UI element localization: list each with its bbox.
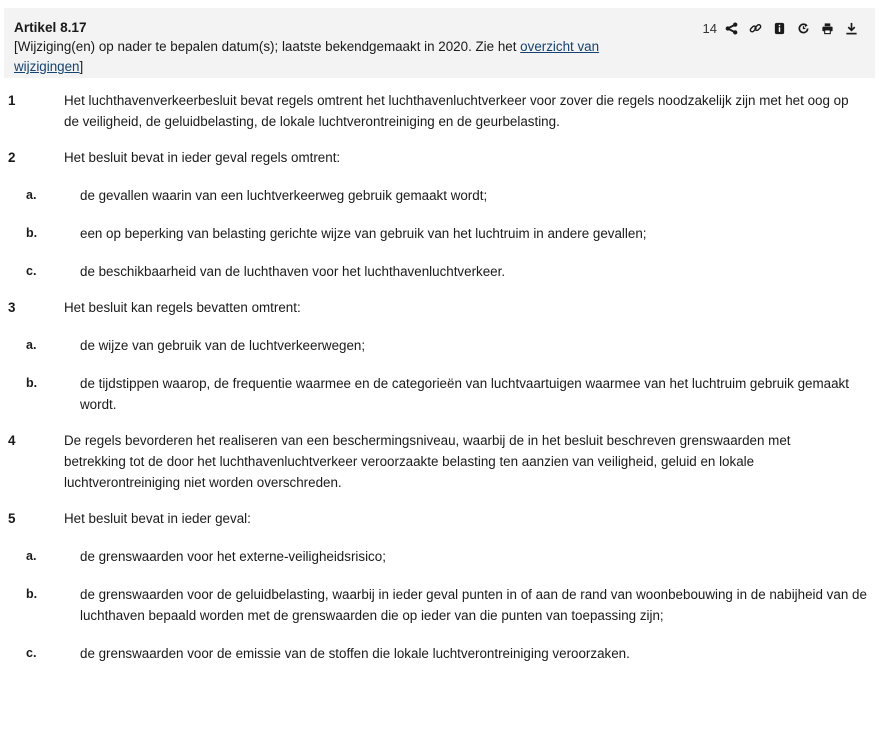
- sub-item-letter: b.: [26, 226, 38, 240]
- download-icon[interactable]: [839, 20, 863, 38]
- paragraph-4: [4, 430, 875, 493]
- sub-item-5c: [4, 643, 875, 664]
- sub-item-text: de gevallen waarin van een luchtverkeerweg gebruik gemaakt wordt;: [80, 188, 488, 203]
- paragraph-5: [4, 508, 875, 529]
- paragraph-text: Het besluit kan regels bevatten omtrent:: [64, 300, 301, 315]
- paragraph-text: Het luchthavenverkeerbesluit bevat regels omtrent het luchthavenluchtverkeer voor zover die regels noodzakelijk zijn met het oog op de veiligheid, de geluidbelasting, de lokale luchtverontreiniging en de geurbelasting.: [64, 93, 849, 129]
- paragraph-number: 3: [8, 300, 16, 315]
- overview-changes-link[interactable]: overzicht van wijzigingen: [14, 39, 600, 74]
- article-body: [0, 90, 879, 664]
- paragraph-number: 1: [8, 93, 16, 108]
- sub-item-letter: c.: [26, 646, 37, 660]
- sub-item-letter: c.: [26, 264, 37, 278]
- sub-item-3b: [4, 373, 875, 415]
- sub-item-text: de grenswaarden voor de geluidbelasting, waarbij in ieder geval punten in of aan de rand van woonbebouwing in de nabijheid van de luchthaven bepaald worden met de grenswaarden die op ieder van die punten van toepassing zijn;: [80, 587, 867, 623]
- sub-item-text: de beschikbaarheid van de luchthaven voor het luchthavenluchtverkeer.: [80, 264, 506, 279]
- paragraph-text: Het besluit bevat in ieder geval:: [64, 511, 251, 526]
- article-title: Artikel 8.17: [14, 20, 87, 35]
- sub-item-2c: [4, 261, 875, 282]
- share-count: 14: [702, 21, 717, 36]
- sub-item-text: een op beperking van belasting gerichte wijze van gebruik van het luchtruim in andere gevallen;: [80, 226, 647, 241]
- sub-item-letter: a.: [26, 338, 37, 352]
- share-icon[interactable]: [719, 20, 743, 38]
- sub-item-2b: [4, 223, 875, 244]
- paragraph-text: Het besluit bevat in ieder geval regels omtrent:: [64, 150, 341, 165]
- history-icon[interactable]: [791, 20, 815, 38]
- sub-item-text: de grenswaarden voor het externe-veiligheidsrisico;: [80, 549, 386, 564]
- article-header: [4, 8, 875, 78]
- paragraph-3: [4, 297, 875, 318]
- paragraph-number: 5: [8, 511, 16, 526]
- paragraph-number: 4: [8, 433, 16, 448]
- print-icon[interactable]: [815, 20, 839, 38]
- sub-item-letter: a.: [26, 549, 37, 563]
- paragraph-2: [4, 147, 875, 168]
- paragraph-text: De regels bevorderen het realiseren van een beschermingsniveau, waarbij de in het besluit beschreven grenswaarden met betrekking tot de door het luchthavenluchtverkeer veroorzaakte belasting ten aanzien van veiligheid, geluid en lokale luchtverontreiniging niet worden overschreden.: [64, 433, 791, 490]
- sub-item-2a: [4, 185, 875, 206]
- sub-item-5b: [4, 584, 875, 626]
- sub-item-text: de tijdstippen waarop, de frequentie waarmee en de categorieën van luchtvaartuigen waarmee van het luchtruim gebruik gemaakt wordt.: [80, 376, 849, 412]
- change-note-text: [Wijziging(en) op nader te bepalen datum(s); laatste bekendgemaakt in 2020. Zie het: [14, 39, 521, 54]
- info-icon[interactable]: [767, 20, 791, 38]
- sub-item-3a: [4, 335, 875, 356]
- sub-item-letter: a.: [26, 188, 37, 202]
- sub-item-letter: b.: [26, 376, 38, 390]
- sub-item-letter: b.: [26, 587, 38, 601]
- link-icon[interactable]: [743, 20, 767, 38]
- sub-item-text: de grenswaarden voor de emissie van de stoffen die lokale luchtverontreiniging veroorzaken.: [80, 646, 630, 661]
- change-note-end: ]: [79, 59, 84, 74]
- article-toolbar: [703, 18, 863, 39]
- article-change-note: [14, 37, 654, 77]
- sub-item-5a: [4, 546, 875, 567]
- paragraph-1: [4, 90, 875, 132]
- sub-item-text: de wijze van gebruik van de luchtverkeerwegen;: [80, 338, 366, 353]
- paragraph-number: 2: [8, 150, 16, 165]
